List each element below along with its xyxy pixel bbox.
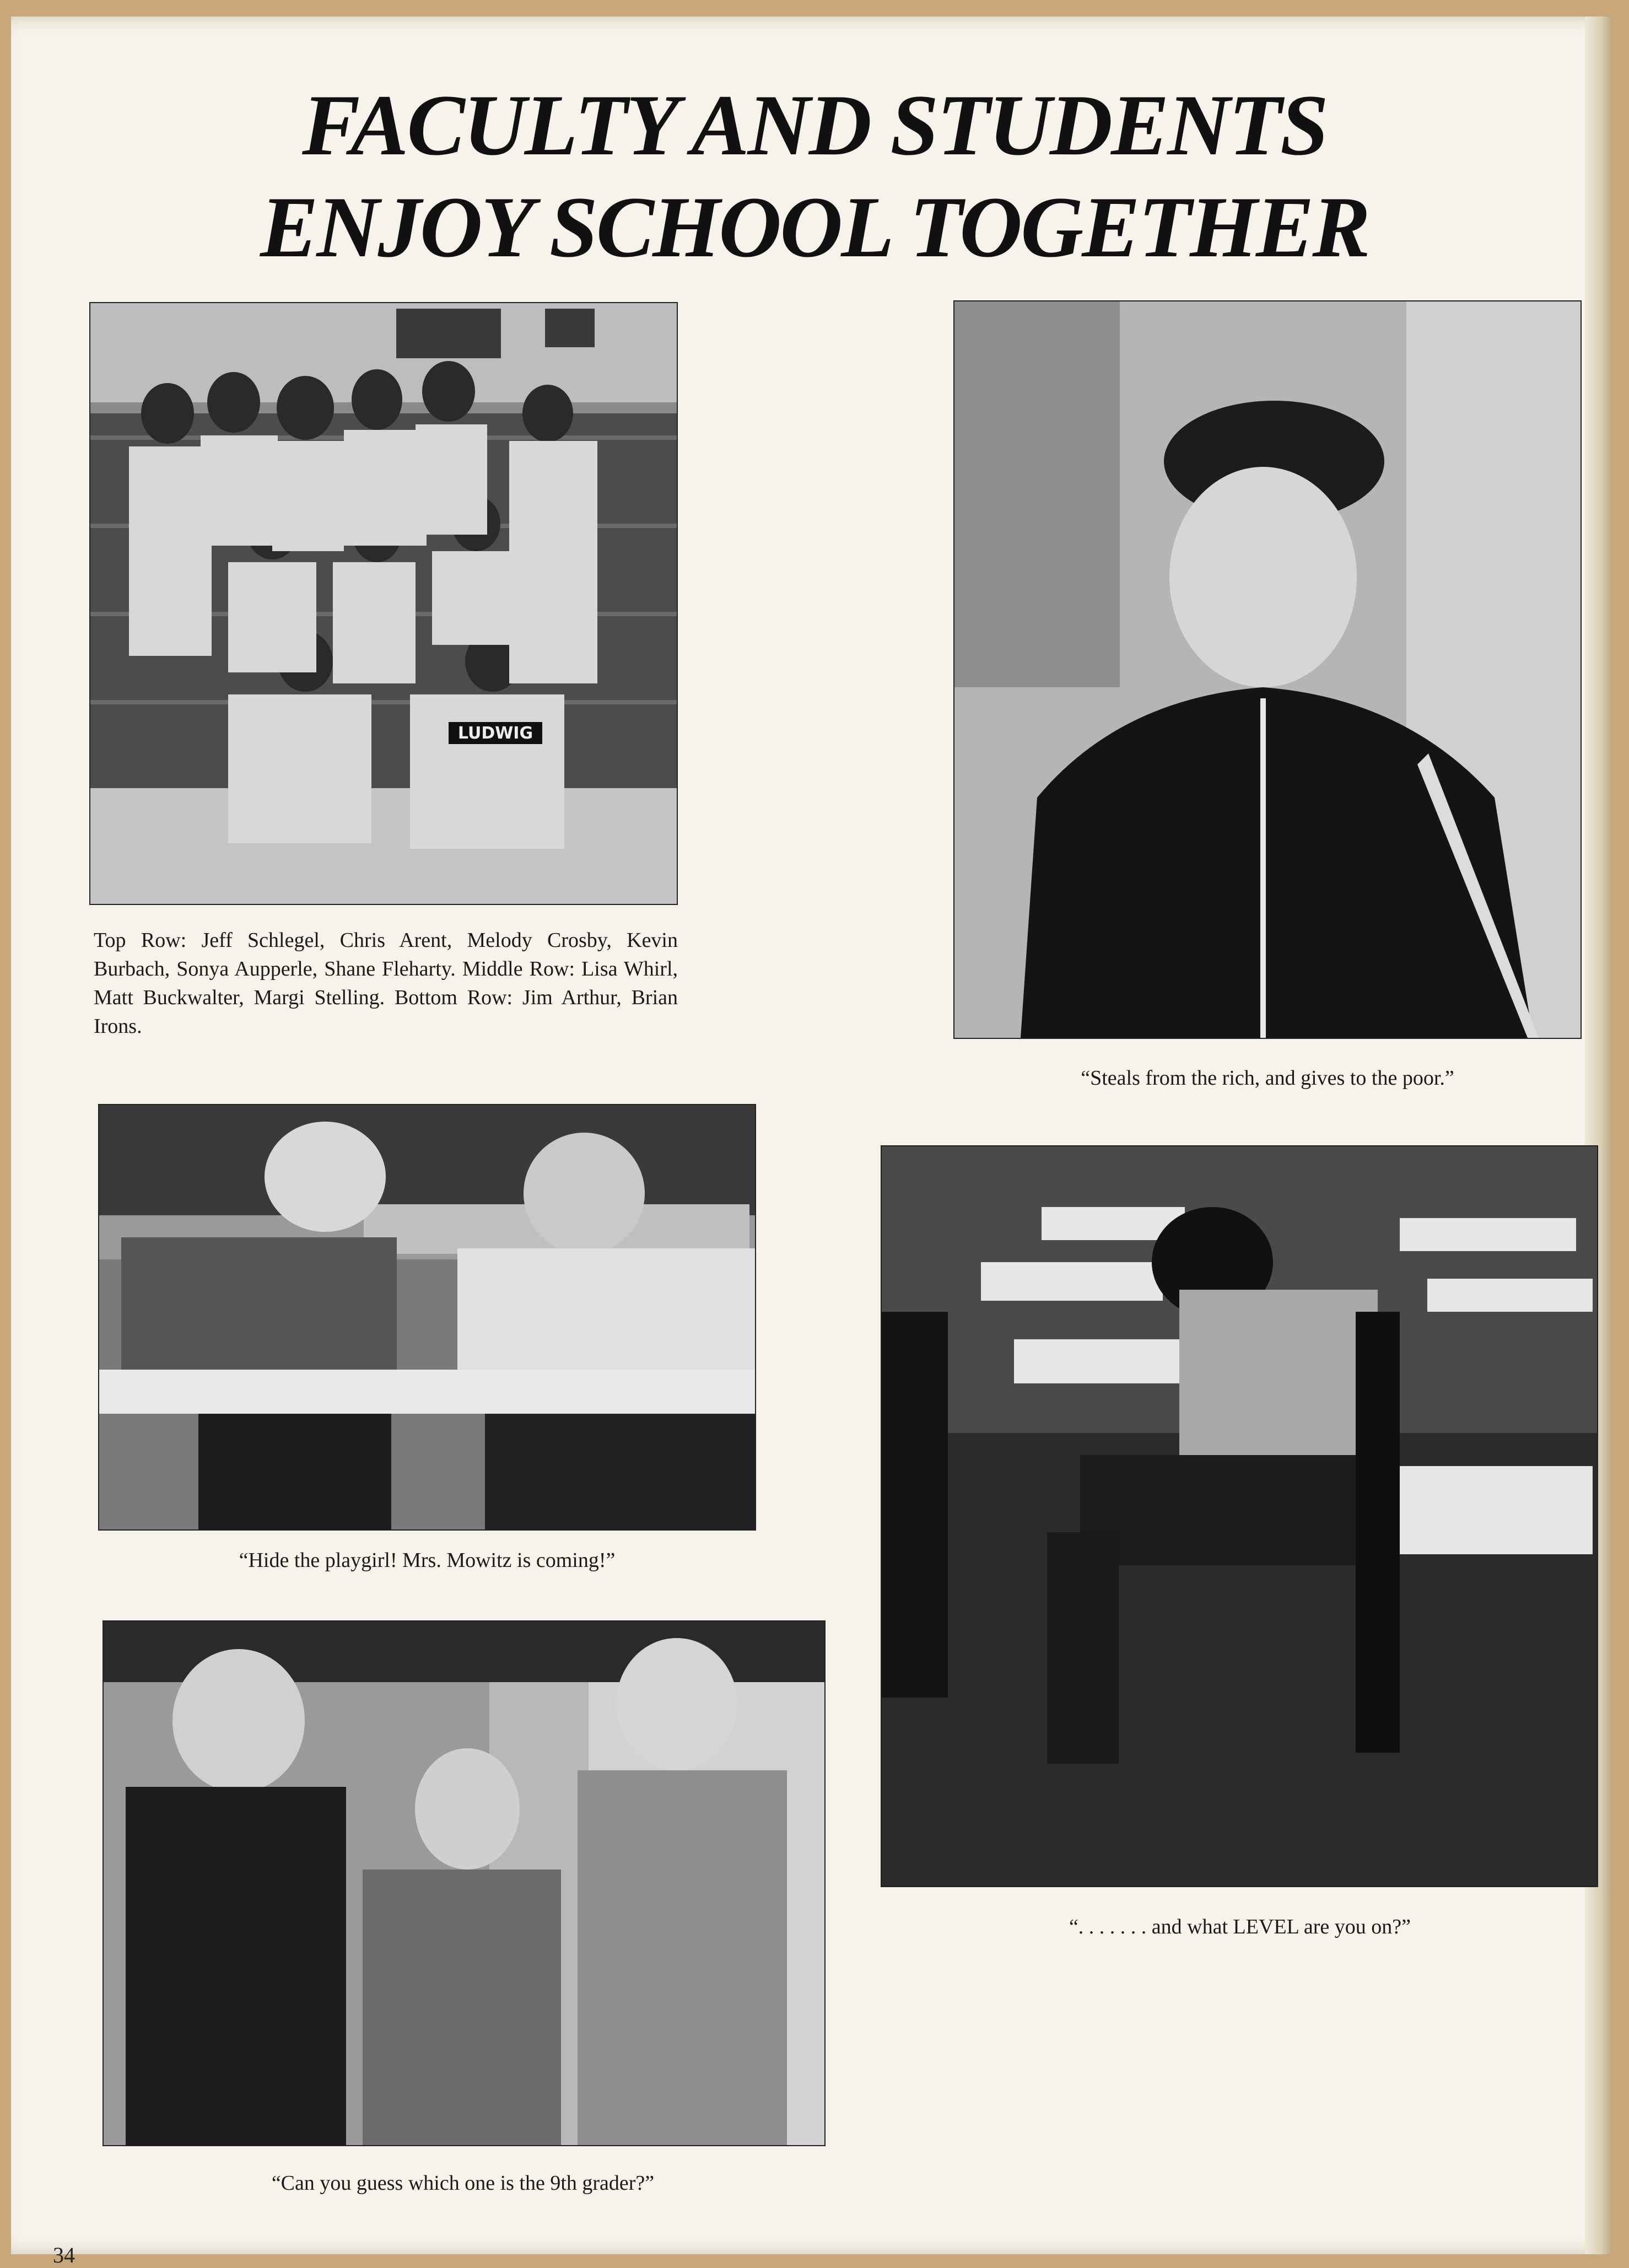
three-girls-photo-caption: “Can you guess which one is the 9th grader?”	[271, 2172, 655, 2195]
classroom-photo-caption: “. . . . . . . and what LEVEL are you on?”	[1069, 1915, 1411, 1938]
page-number: 34	[53, 2243, 75, 2267]
page-title	[0, 74, 1629, 278]
classroom-photo	[881, 1145, 1598, 1887]
reading-photo	[98, 1104, 756, 1531]
teacher-photo	[953, 300, 1582, 1039]
three-girls-photo	[103, 1620, 826, 2146]
reading-photo-caption: “Hide the playgirl! Mrs. Mowitz is coming!”	[239, 1549, 616, 1572]
page-binding-edge	[1585, 17, 1612, 2254]
group-photo	[89, 302, 678, 905]
teacher-photo-caption: “Steals from the rich, and gives to the poor.”	[1081, 1066, 1454, 1090]
title-line-2: ENJOY SCHOOL TOGETHER	[260, 179, 1369, 276]
shirt-logo: LUDWIG	[457, 724, 533, 743]
title-line-1: FACULTY AND STUDENTS	[302, 77, 1327, 174]
group-photo-caption: Top Row: Jeff Schlegel, Chris Arent, Melody Crosby, Kevin Burbach, Sonya Aupperle, Shane Fleharty. Middle Row: Lisa Whirl, Matt Buckwalter, Margi Stelling. Bottom Row: Jim Arthur, Brian Irons.	[94, 929, 678, 1038]
